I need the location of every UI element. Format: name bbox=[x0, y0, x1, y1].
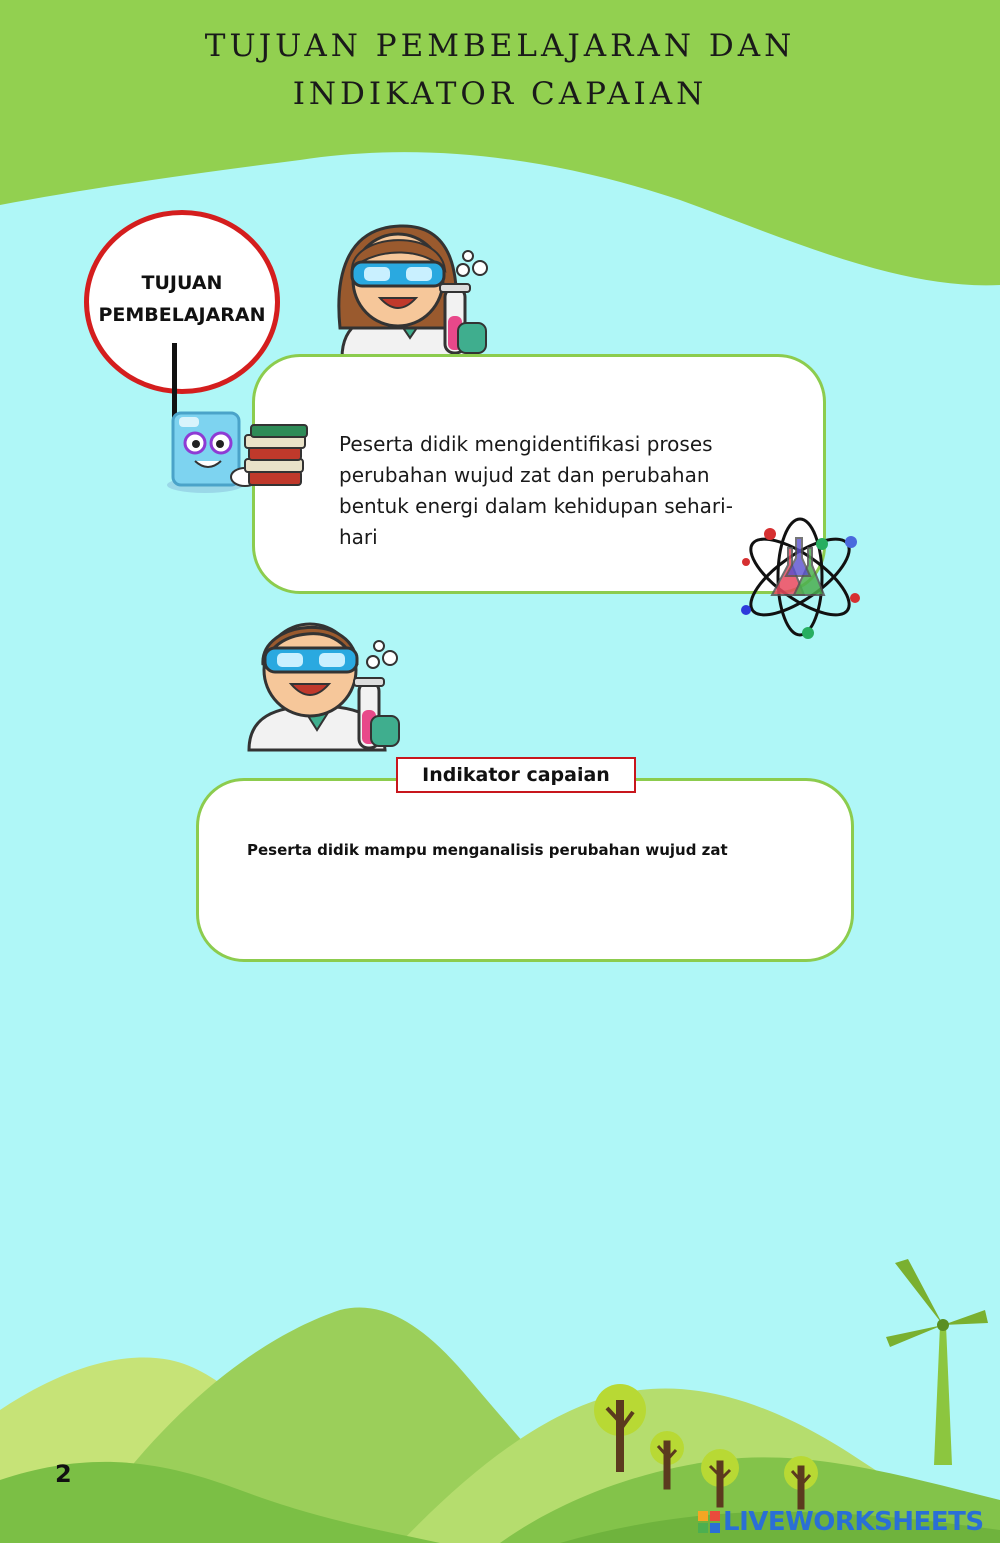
liveworksheets-badge-icon bbox=[698, 1511, 720, 1533]
page-title bbox=[0, 22, 1000, 118]
goal-circle-text bbox=[89, 267, 275, 331]
title-line-1: TUJUAN PEMBELAJARAN DAN bbox=[204, 28, 796, 64]
windmill-icon bbox=[880, 1255, 990, 1465]
tree-icon bbox=[692, 1448, 748, 1508]
books-icon bbox=[243, 423, 313, 489]
liveworksheets-logo[interactable] bbox=[698, 1506, 984, 1538]
title-line-2: INDIKATOR CAPAIAN bbox=[292, 76, 708, 112]
indicator-box bbox=[196, 778, 854, 962]
page-number: 2 bbox=[55, 1460, 72, 1488]
goal-label-line-1: TUJUAN bbox=[141, 272, 223, 294]
goal-text: Peserta didik mengidentifikasi proses perubahan wujud zat dan perubahan bentuk energi dalam kehidupan sehari-hari bbox=[339, 432, 733, 549]
goal-circle-label bbox=[84, 210, 280, 394]
atom-flasks-icon bbox=[738, 510, 863, 645]
tree-icon bbox=[642, 1430, 692, 1490]
scientist-man-icon bbox=[245, 610, 405, 752]
liveworksheets-logo-text: LIVEWORKSHEETS bbox=[723, 1507, 984, 1537]
tree-icon bbox=[776, 1455, 826, 1510]
goal-label-line-2: PEMBELAJARAN bbox=[98, 304, 266, 326]
indicator-text: Peserta didik mampu menganalisis perubahan wujud zat bbox=[247, 841, 728, 859]
indicator-label: Indikator capaian bbox=[396, 757, 636, 793]
scientist-woman-icon bbox=[330, 218, 495, 358]
landscape-hills bbox=[0, 1250, 1000, 1543]
